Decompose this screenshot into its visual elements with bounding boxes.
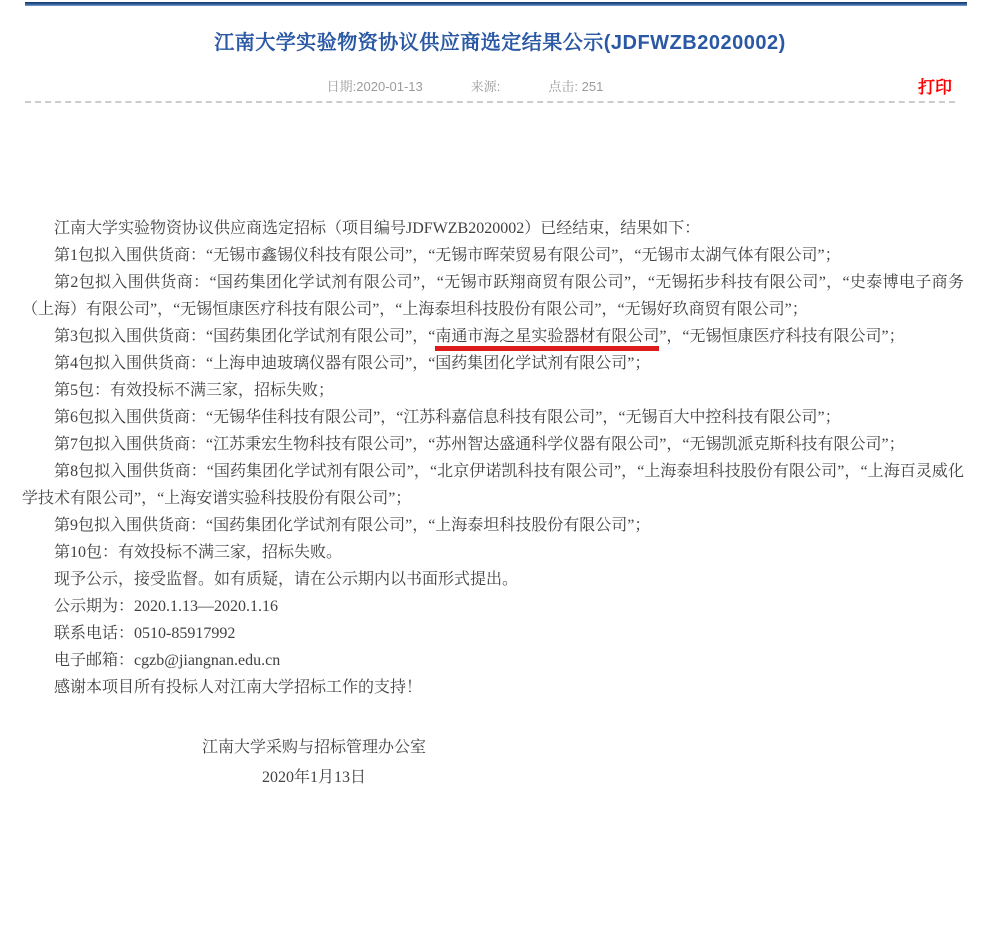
package-3-paragraph: [22, 323, 964, 350]
signature-date: 2020年1月13日: [262, 769, 367, 786]
meta-date: 日期:2020-01-13: [326, 79, 423, 94]
package-10-paragraph: 第10包：有效投标不满三家，招标失败。: [54, 544, 343, 561]
signature-office: 江南大学采购与招标管理办公室: [202, 739, 427, 756]
publicity-period-line: 公示期为：2020.1.13—2020.1.16: [54, 598, 279, 615]
package-5-paragraph: 第5包：有效投标不满三家，招标失败；: [54, 382, 335, 399]
package-9-paragraph: 第9包拟入围供货商：“国药集团化学试剂有限公司”，“上海泰坦科技股份有限公司”；: [54, 517, 651, 534]
supervision-paragraph: 现予公示，接受监督。如有质疑，请在公示期内以书面形式提出。: [54, 571, 519, 588]
package-8-paragraph: 第8包拟入围供货商：“国药集团化学试剂有限公司”，“北京伊诺凯科技有限公司”，“上海泰坦科技股份有限公司”，“上海百灵威化学技术有限公司”，“上海安谱实验科技股份有限公司”；: [22, 463, 964, 507]
package-6-paragraph: 第6包拟入围供货商：“无锡华佳科技有限公司”，“江苏科嘉信息科技有限公司”，“无锡百大中控科技有限公司”；: [54, 409, 841, 426]
signature-block: [202, 733, 426, 793]
package-3-prefix: 第3包拟入围供货商：“国药集团化学试剂有限公司”，“: [54, 328, 436, 345]
package-4-paragraph: 第4包拟入围供货商：“上海申迪玻璃仪器有限公司”，“国药集团化学试剂有限公司”；: [54, 355, 651, 372]
contact-phone-line: 联系电话：0510-85917992: [54, 625, 236, 642]
dashed-divider: [25, 101, 955, 103]
meta-source: 来源:: [470, 79, 501, 94]
package-1-paragraph: 第1包拟入围供货商：“无锡市鑫锡仪科技有限公司”，“无锡市晖荣贸易有限公司”，“无锡市太湖气体有限公司”；: [54, 247, 841, 264]
print-button[interactable]: 打印: [918, 78, 952, 97]
announcement-body: [22, 215, 964, 701]
meta-clicks: 点击: 251: [548, 79, 604, 94]
article-meta-bar: [0, 76, 1000, 97]
page-title: 江南大学实验物资协议供应商选定结果公示(JDFWZB2020002): [214, 32, 786, 54]
thanks-line: 感谢本项目所有投标人对江南大学招标工作的支持！: [54, 679, 423, 696]
top-divider-rule: [25, 2, 967, 6]
contact-email-line: 电子邮箱：cgzb@jiangnan.edu.cn: [54, 652, 281, 669]
package-7-paragraph: 第7包拟入围供货商：“江苏秉宏生物科技有限公司”，“苏州智达盛通科学仪器有限公司”，“无锡凯派克斯科技有限公司”；: [54, 436, 905, 453]
package-3-suffix: ”，“无锡恒康医疗科技有限公司”；: [659, 328, 905, 345]
red-underlined-company: 南通市海之星实验器材有限公司: [435, 328, 659, 351]
intro-paragraph: 江南大学实验物资协议供应商选定招标（项目编号JDFWZB2020002）已经结束，结果如下：: [54, 220, 701, 237]
package-2-paragraph: 第2包拟入围供货商：“国药集团化学试剂有限公司”，“无锡市跃翔商贸有限公司”，“无锡拓步科技有限公司”，“史泰博电子商务（上海）有限公司”，“无锡恒康医疗科技有限公司”，“上海泰坦科技股份有限公司”，“无锡好玖商贸有限公司”；: [22, 274, 964, 318]
